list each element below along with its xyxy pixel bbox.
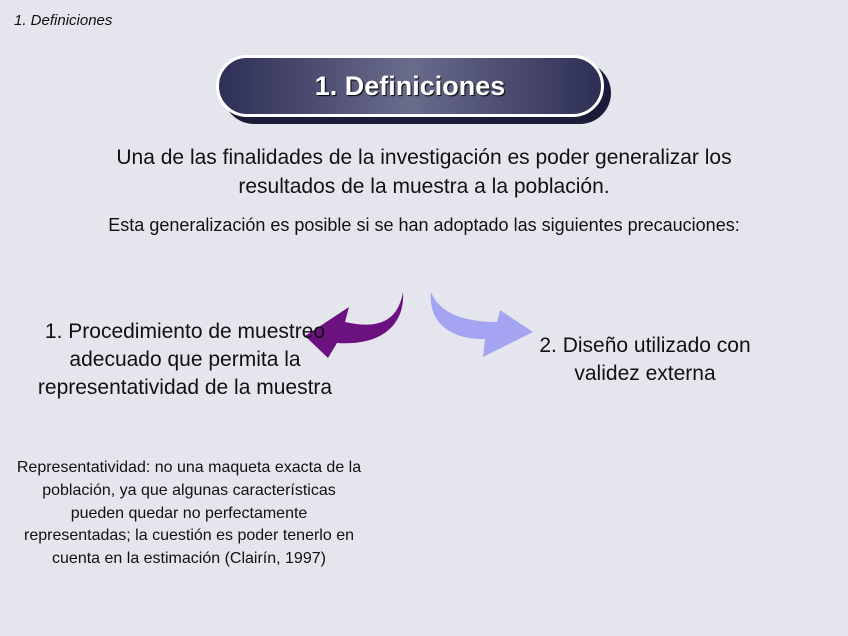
intro-text: Una de las finalidades de la investigación es poder generalizar los resultados de la muestra a la población. xyxy=(116,146,732,198)
representativeness-note: Representatividad: no una maqueta exacta de la población, ya que algunas características pueden quedar no perfectamente representadas; la cuestión es poder tenerlo en cuenta en la estimación (Clairín, 1997) xyxy=(16,459,362,568)
item-1-sampling-procedure: 1. Procedimiento de muestreo adecuado que permita la representatividad de la muestra xyxy=(37,320,333,399)
condition-text: Esta generalización es posible si se han adoptado las siguientes precauciones: xyxy=(108,215,740,235)
item-2-external-validity: 2. Diseño utilizado con validez externa xyxy=(539,334,751,385)
slide-title: 1. Definiciones xyxy=(314,70,506,101)
slide-header-title: 1. Definiciones xyxy=(14,12,113,29)
